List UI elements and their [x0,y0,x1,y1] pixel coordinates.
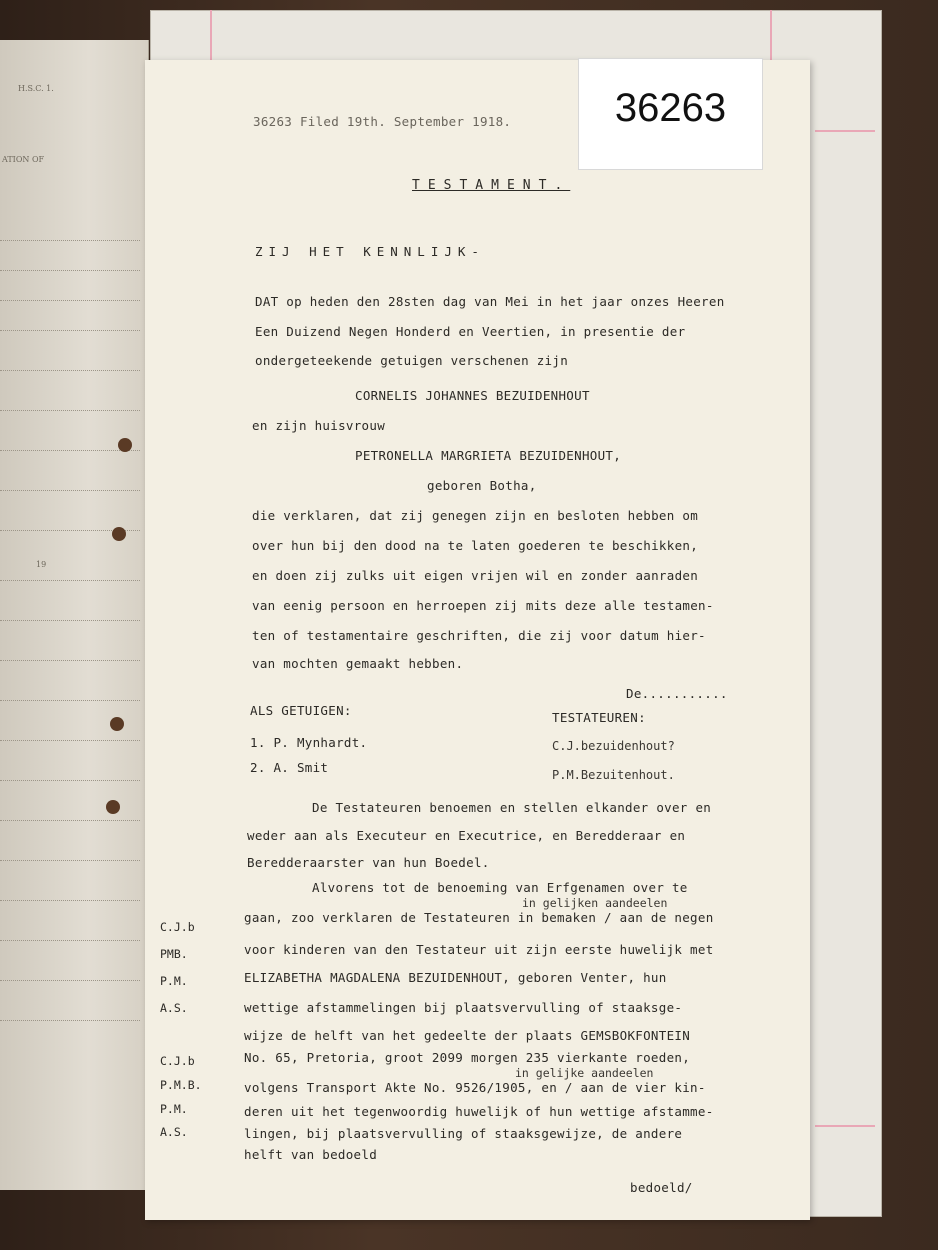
body-line: ondergeteekende getuigen verschenen zijn [255,353,569,368]
filing-number: 36263 [614,86,727,130]
margin-initials: P.M. [160,1102,188,1116]
margin-initials: A.S. [160,1001,188,1015]
testator-signature: C.J.bezuidenhout? [552,739,675,753]
witness-entry: 2. A. Smit [250,760,329,775]
handwritten-insert: in gelijke aandeelen [515,1066,654,1080]
body-line: en zijn huisvrouw [252,418,386,433]
margin-initials: C.J.b [160,1054,195,1068]
handwritten-insert: in gelijken aandeelen [522,896,668,910]
body-line: wettige afstammelingen bij plaatsvervulling of staaksge- [244,1000,683,1015]
witness-entry: 1. P. Mynhardt. [250,735,368,750]
body-line: over hun bij den dood na te laten goederen te beschikken, [252,538,699,553]
testators-heading: TESTATEUREN: [552,710,646,725]
body-line: lingen, bij plaatsvervulling of staaksgewijze, de andere [244,1126,683,1141]
body-line: DAT op heden den 28sten dag van Mei in het jaar onzes Heeren [255,294,725,309]
body-line: helft van bedoeld [244,1147,378,1162]
filed-line: 36263 Filed 19th. September 1918. [253,114,512,129]
margin-initials: P.M.B. [160,1078,202,1092]
body-line: van mochten gemaakt hebben. [252,656,464,671]
document-title: TESTAMENT. [412,178,571,193]
left-page-header: H.S.C. 1. [18,84,54,93]
binder-edge-rule [815,130,875,132]
left-page-fragment: ATION OF [2,155,45,164]
testator-name: CORNELIS JOHANNES BEZUIDENHOUT [355,388,590,403]
de-line: De........... [626,686,728,701]
margin-initials: C.J.b [160,920,195,934]
body-line: weder aan als Executeur en Executrice, en Beredderaar en [247,828,686,843]
body-line: voor kinderen van den Testateur uit zijn eerste huwelijk met [244,942,714,957]
body-line: die verklaren, dat zij genegen zijn en besloten hebben om [252,508,699,523]
left-page-fragment: 19 [36,560,47,569]
body-line: wijze de helft van het gedeelte der plaats GEMSBOKFONTEIN [244,1028,691,1043]
body-line: ELIZABETHA MAGDALENA BEZUIDENHOUT, geboren Venter, hun [244,970,667,985]
birth-name: geboren Botha, [427,478,537,493]
margin-initials: A.S. [160,1125,188,1139]
binder-margin-rule [770,10,772,60]
punch-hole [118,438,132,452]
punch-hole [106,800,120,814]
body-line: gaan, zoo verklaren de Testateuren in bemaken / aan de negen [244,910,714,925]
testatrix-name: PETRONELLA MARGRIETA BEZUIDENHOUT, [355,448,622,463]
filing-number-label [578,58,763,170]
catchword: bedoeld/ [630,1180,693,1195]
margin-initials: P.M. [160,974,188,988]
body-line: van eenig persoon en herroepen zij mits deze alle testamen- [252,598,714,613]
body-line: deren uit het tegenwoordig huwelijk of hun wettige afstamme- [244,1104,714,1119]
body-line: Een Duizend Negen Honderd en Veertien, in presentie der [255,324,686,339]
opening-phrase: ZIJ HET KENNLIJK- [255,244,485,259]
punch-hole [110,717,124,731]
body-line: Alvorens tot de benoeming van Erfgenamen over te [312,880,688,895]
body-line: en doen zij zulks uit eigen vrijen wil en zonder aanraden [252,568,699,583]
body-line: Beredderaarster van hun Boedel. [247,855,490,870]
body-line: ten of testamentaire geschriften, die zij voor datum hier- [252,628,706,643]
testator-signature: P.M.Bezuitenhout. [552,768,675,782]
witnesses-heading: ALS GETUIGEN: [250,703,352,718]
punch-hole [112,527,126,541]
body-line: De Testateuren benoemen en stellen elkander over en [312,800,712,815]
left-facing-page [0,40,149,1190]
binder-edge-rule [815,1125,875,1127]
margin-initials: PMB. [160,947,188,961]
body-line: No. 65, Pretoria, groot 2099 morgen 235 vierkante roeden, [244,1050,691,1065]
body-line: volgens Transport Akte No. 9526/1905, en / aan de vier kin- [244,1080,706,1095]
